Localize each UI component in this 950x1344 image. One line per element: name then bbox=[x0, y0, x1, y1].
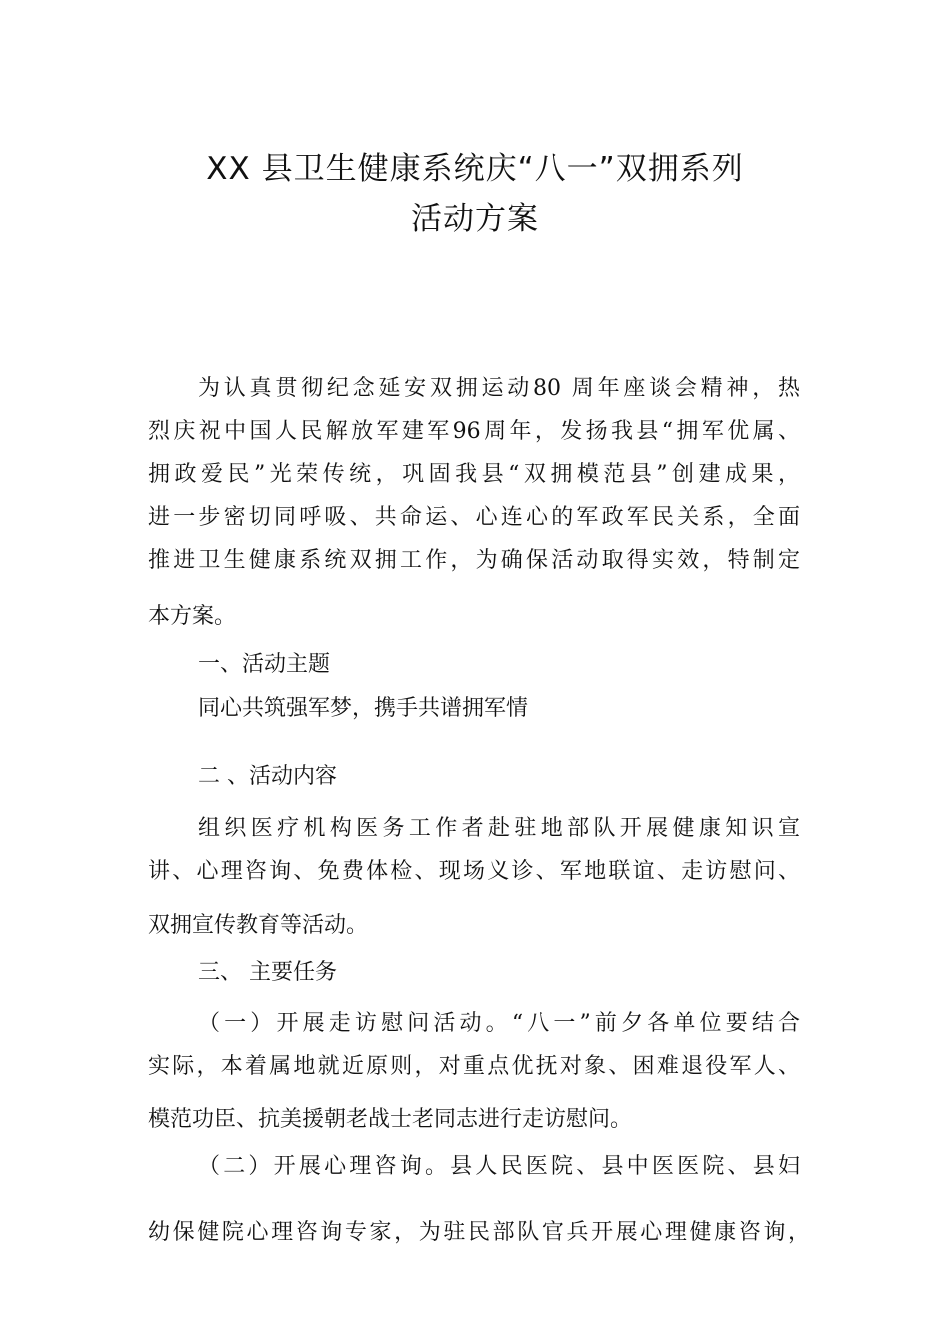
content-line-1: 组织医疗机构医务工作者赴驻地部队开展健康知识宣 bbox=[198, 816, 800, 841]
intro-line-2: 烈庆祝中国人民解放军建军96周年，发扬我县“拥军优属、 bbox=[148, 419, 800, 444]
content-line-3: 双拥宣传教育等活动。 bbox=[148, 913, 369, 938]
intro-line-6: 本方案。 bbox=[148, 604, 237, 629]
intro-line-5: 推进卫生健康系统双拥工作，为确保活动取得实效，特制定 bbox=[148, 548, 800, 573]
intro-line-3: 拥政爱民”光荣传统，巩固我县“双拥模范县”创建成果， bbox=[148, 462, 800, 487]
section-heading-tasks: 三、 主要任务 bbox=[198, 960, 337, 985]
task1-line-3: 模范功臣、抗美援朝老战士老同志进行走访慰问。 bbox=[148, 1107, 633, 1132]
intro-line-4: 进一步密切同呼吸、共命运、心连心的军政军民关系，全面 bbox=[148, 505, 800, 530]
document-title-line1: XX 县卫生健康系统庆“八一”双拥系列 bbox=[206, 151, 744, 187]
section-theme-text: 同心共筑强军梦，携手共谱拥军情 bbox=[198, 696, 529, 721]
document-title-line2: 活动方案 bbox=[411, 201, 539, 237]
task1-line-1: （一）开展走访慰问活动。“八一”前夕各单位要结合 bbox=[198, 1011, 800, 1036]
content-line-2: 讲、心理咨询、免费体检、现场义诊、军地联谊、走访慰问、 bbox=[148, 859, 800, 884]
task1-line-2: 实际，本着属地就近原则，对重点优抚对象、困难退役军人、 bbox=[148, 1054, 800, 1079]
section-heading-content: 二 、活动内容 bbox=[198, 764, 337, 789]
task2-line-2: 幼保健院心理咨询专家，为驻民部队官兵开展心理健康咨询， bbox=[148, 1220, 810, 1245]
intro-line-1: 为认真贯彻纪念延安双拥运动80 周年座谈会精神，热 bbox=[198, 376, 800, 401]
section-heading-theme: 一、活动主题 bbox=[198, 652, 331, 677]
task2-line-1: （二）开展心理咨询。县人民医院、县中医医院、县妇 bbox=[198, 1154, 800, 1179]
